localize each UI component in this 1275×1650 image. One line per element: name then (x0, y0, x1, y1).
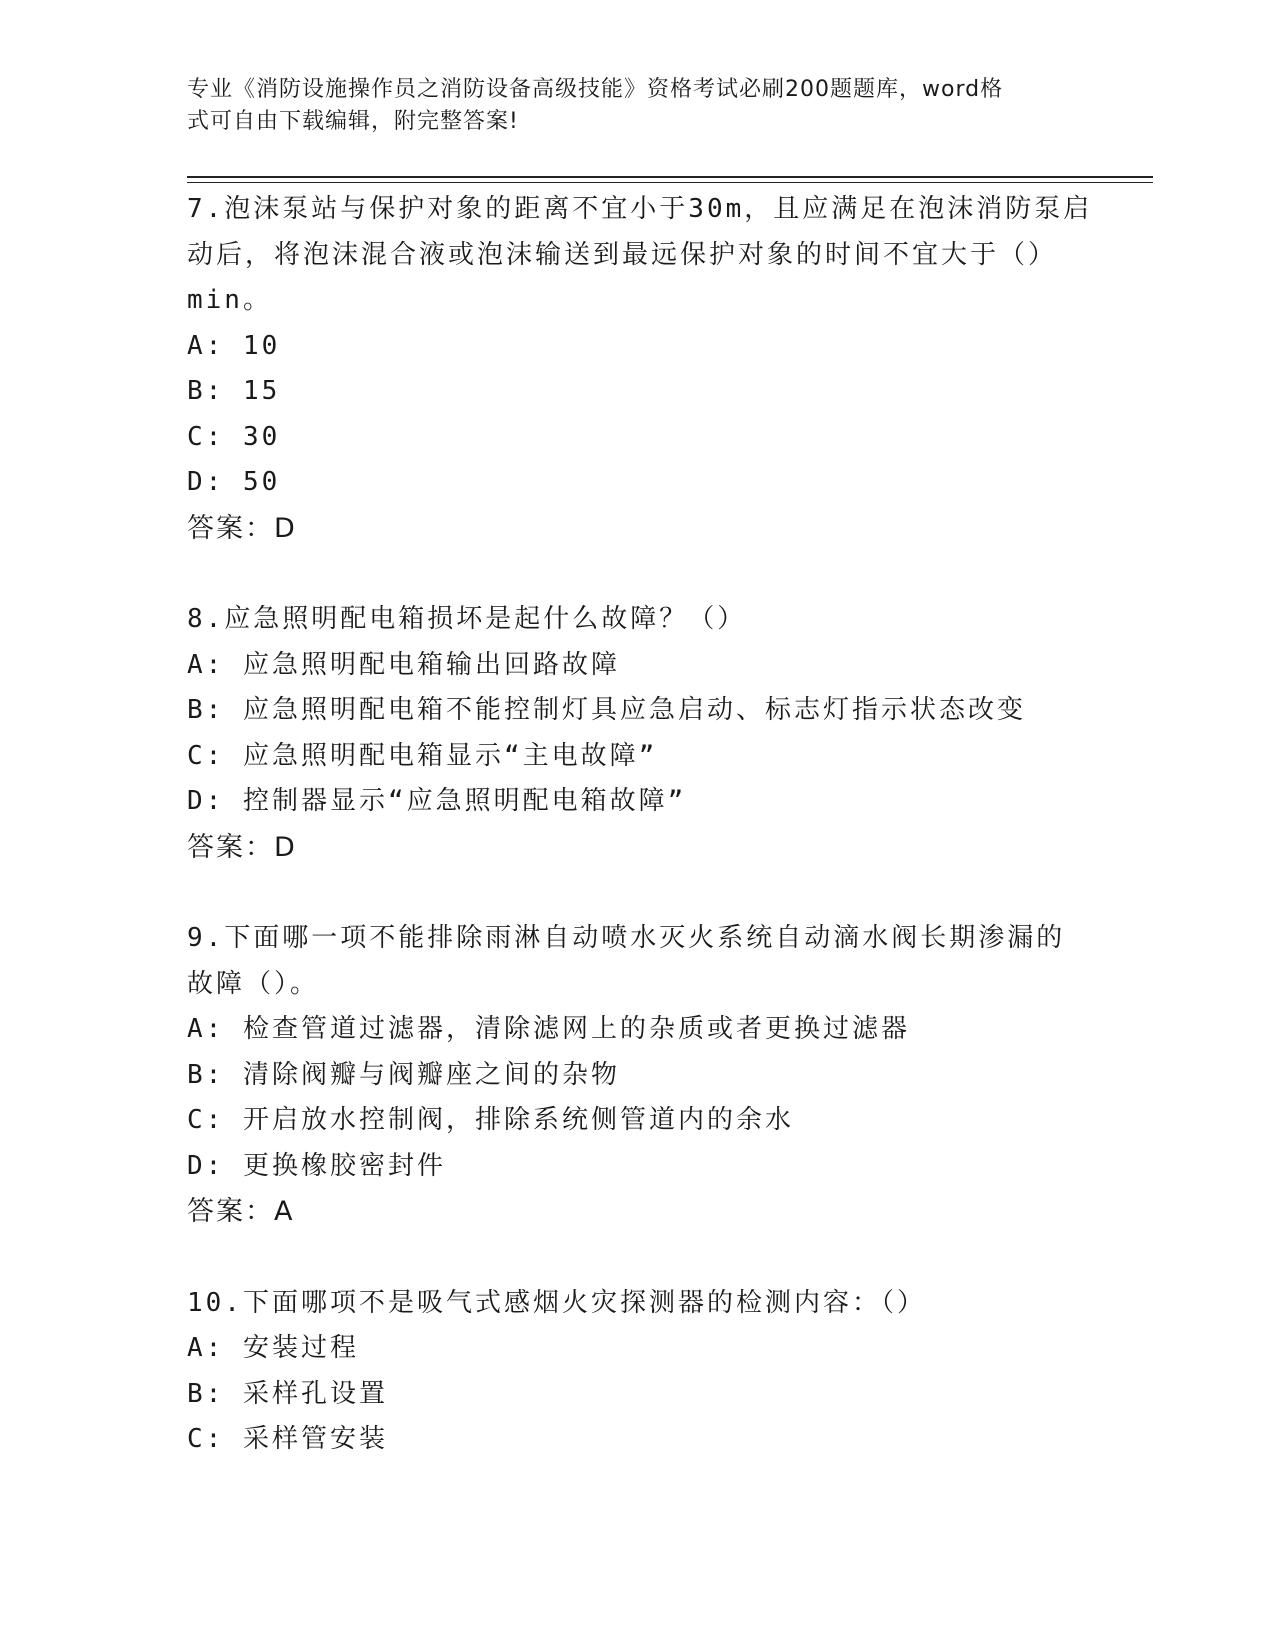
question-9 (187, 916, 1087, 1235)
header-divider-bottom (187, 182, 1153, 183)
question-10 (187, 1281, 1087, 1463)
header-line-1: 专业《消防设施操作员之消防设备高级技能》资格考试必刷200题题库，word格 (187, 77, 1004, 102)
option-c: C: 采样管安装 (187, 1424, 388, 1454)
question-8 (187, 597, 1087, 870)
question-stem: 动后，将泡沫混合液或泡沫输送到最远保护对象的时间不宜大于（） (187, 239, 1058, 270)
question-7 (187, 187, 1093, 551)
option-b: B: 清除阀瓣与阀瓣座之间的杂物 (187, 1059, 620, 1090)
option-b: B: 应急照明配电箱不能控制灯具应急启动、标志灯指示状态改变 (187, 695, 1026, 725)
option-c: C: 开启放水控制阀，排除系统侧管道内的余水 (187, 1105, 794, 1135)
question-stem: min。 (187, 285, 272, 315)
option-a: A: 安装过程 (187, 1333, 359, 1363)
option-a: A: 应急照明配电箱输出回路故障 (187, 649, 620, 680)
option-c: C: 应急照明配电箱显示“主电故障” (187, 740, 658, 771)
document-header (187, 74, 1067, 138)
option-d: D: 更换橡胶密封件 (187, 1150, 446, 1181)
option-c: C: 30 (187, 421, 281, 452)
question-stem: 7.泡沫泵站与保护对象的距离不宜小于30m，且应满足在泡沫消防泵启 (187, 194, 1093, 224)
option-b: B: 采样孔设置 (187, 1378, 388, 1409)
question-stem: 10.下面哪项不是吸气式感烟火灾探测器的检测内容：（） (187, 1287, 926, 1318)
question-stem: 8.应急照明配电箱损坏是起什么故障？（） (187, 604, 747, 634)
question-list (187, 187, 1093, 1509)
answer: 答案：A (187, 1196, 295, 1227)
header-divider-top (187, 176, 1153, 178)
option-d: D: 50 (187, 467, 281, 497)
option-a: A: 检查管道过滤器，清除滤网上的杂质或者更换过滤器 (187, 1014, 910, 1044)
answer: 答案：D (187, 512, 297, 544)
option-a: A: 10 (187, 330, 281, 361)
answer: 答案：D (187, 831, 297, 863)
question-stem: 9.下面哪一项不能排除雨淋自动喷水灭火系统自动滴水阀长期渗漏的 (187, 923, 1066, 953)
header-line-2: 式可自由下载编辑，附完整答案! (187, 109, 519, 134)
question-stem: 故障（）。 (187, 968, 320, 999)
option-b: B: 15 (187, 376, 281, 406)
option-d: D: 控制器显示“应急照明配电箱故障” (187, 786, 687, 816)
